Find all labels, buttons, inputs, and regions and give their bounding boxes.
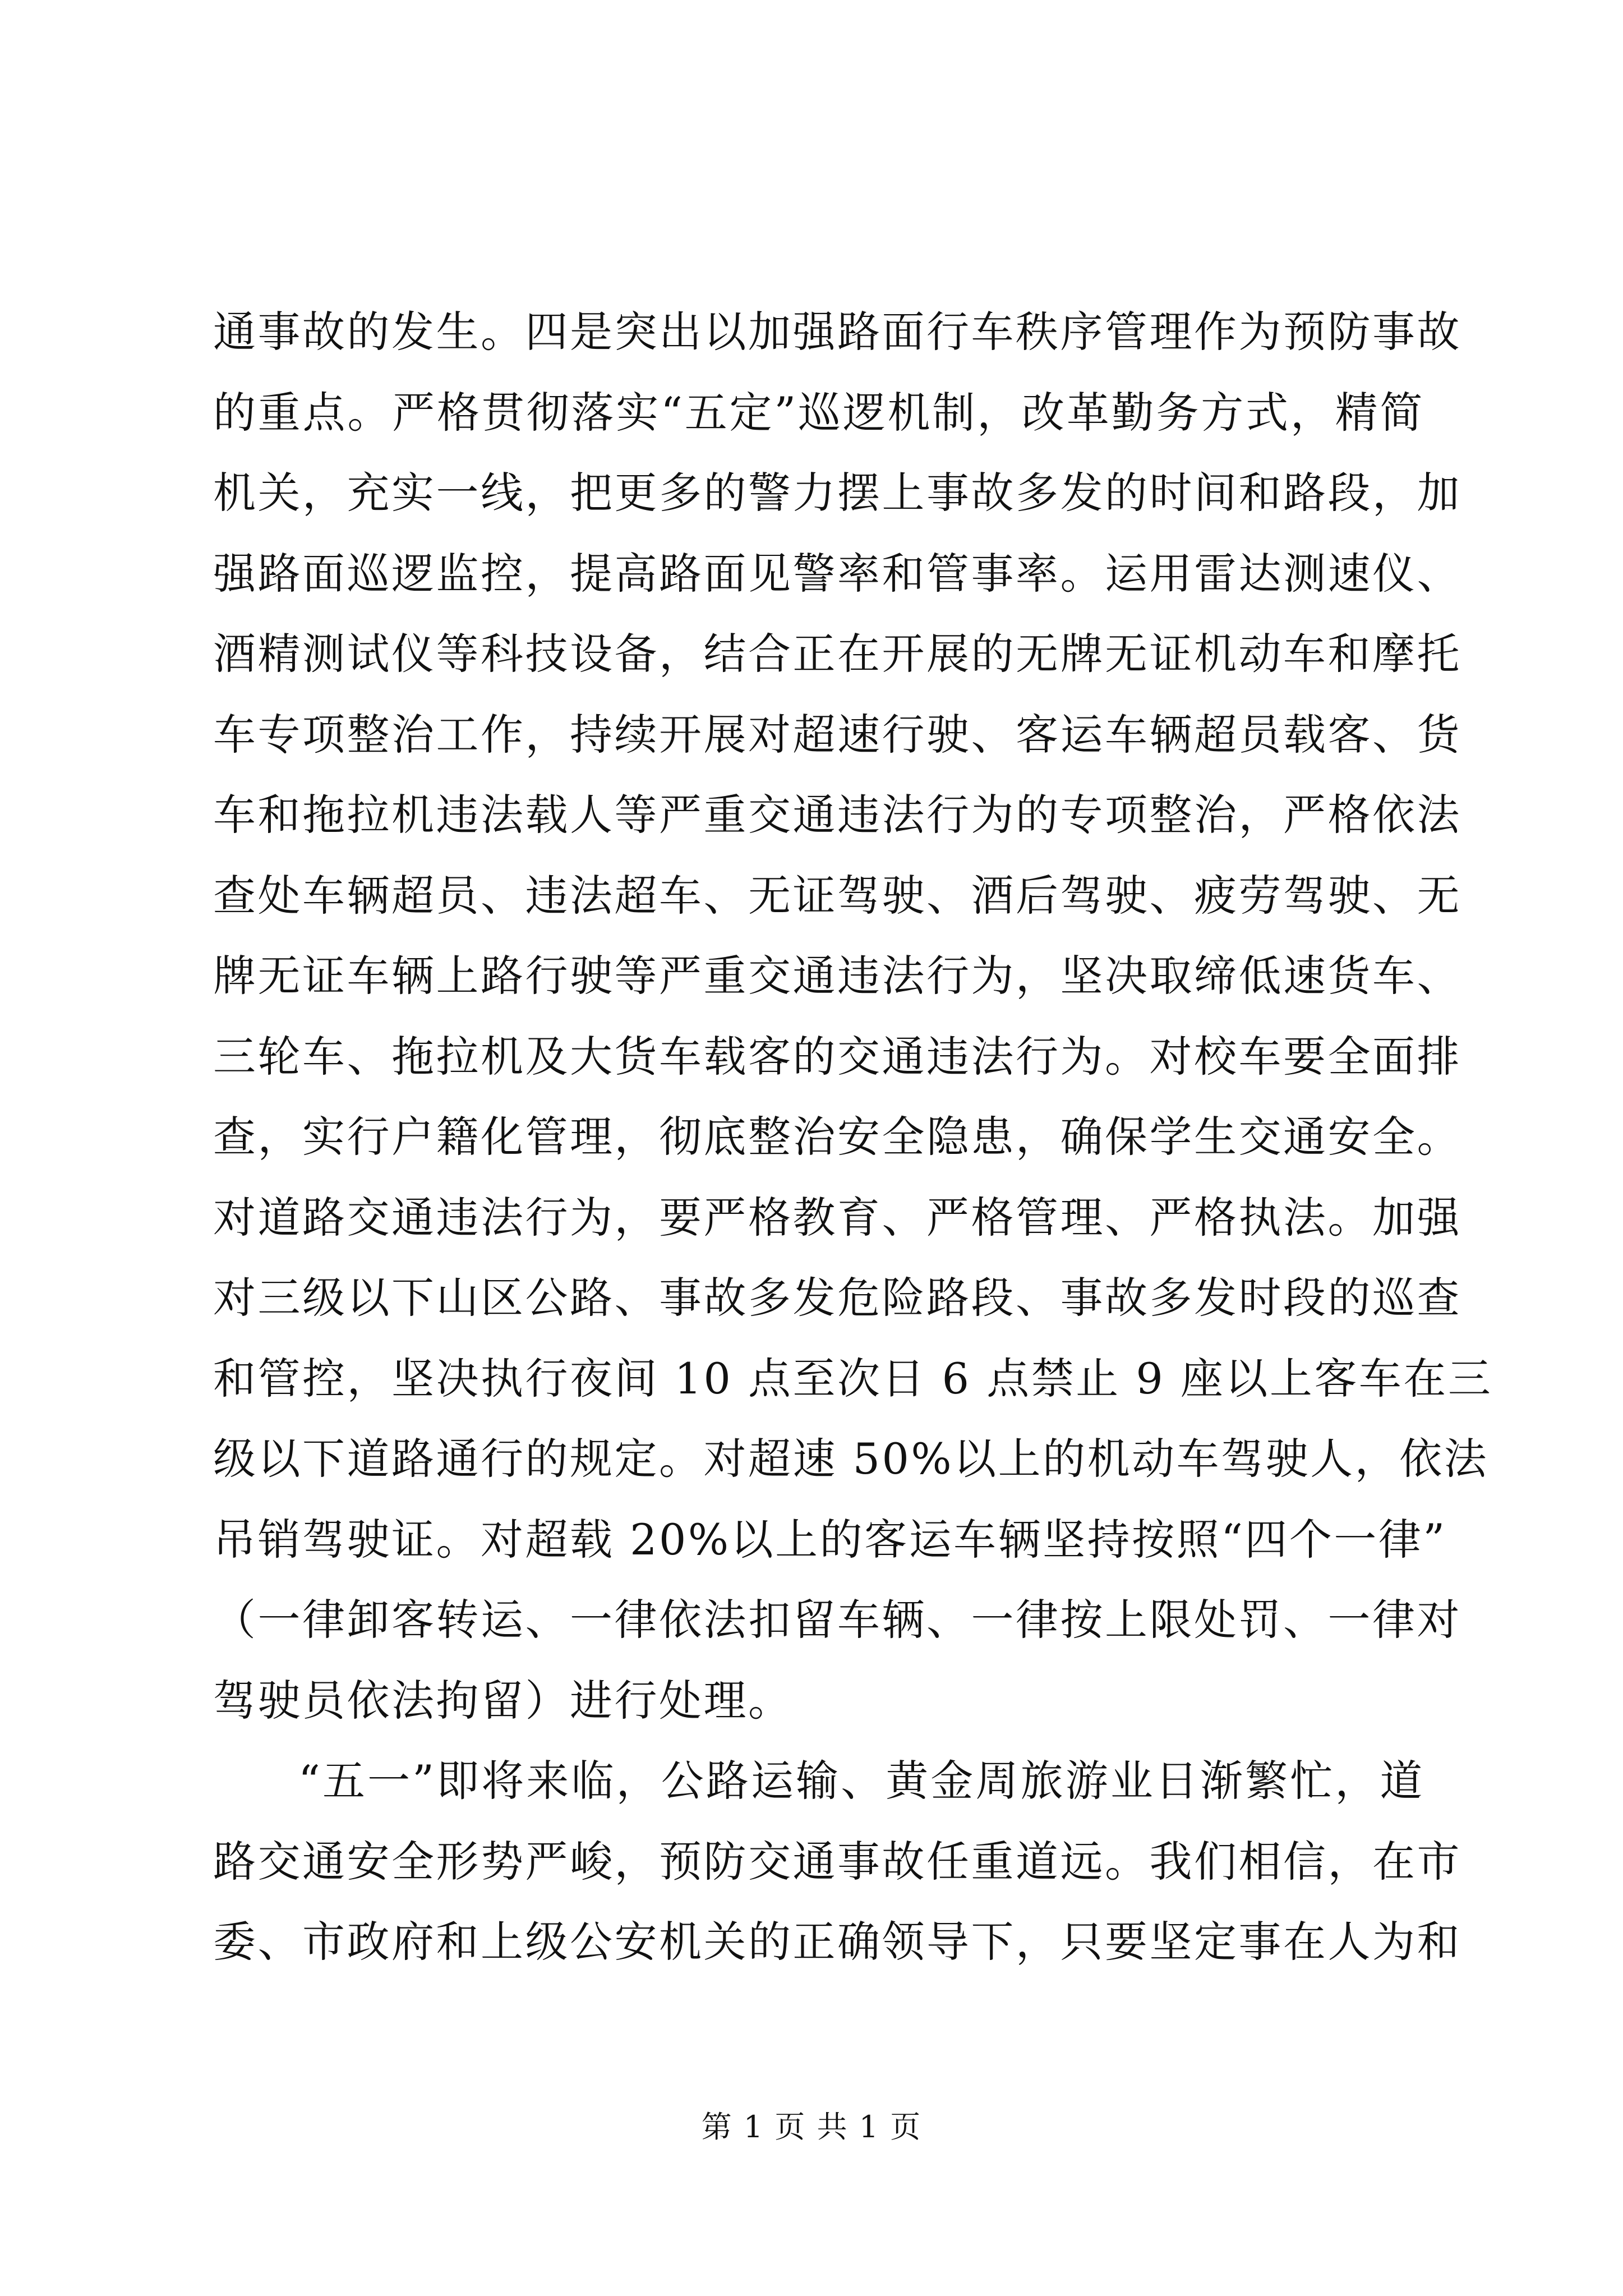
text-line: 车专项整治工作，持续开展对超速行驶、客运车辆超员载客、货	[213, 709, 1461, 760]
text-line: 查处车辆超员、违法超车、无证驾驶、酒后驾驶、疲劳驾驶、无	[213, 870, 1461, 921]
text-line: （一律卸客转运、一律依法扣留车辆、一律按上限处罚、一律对	[213, 1595, 1461, 1645]
text-line: 级以下道路通行的规定。对超速 50%以上的机动车驾驶人，依法	[213, 1434, 1489, 1484]
text-line: 委、市政府和上级公安机关的正确领导下，只要坚定事在人为和	[213, 1917, 1461, 1967]
page-number-footer: 第 1 页 共 1 页	[701, 2109, 922, 2145]
text-line: 对三级以下山区公路、事故多发危险路段、事故多发时段的巡查	[213, 1273, 1461, 1323]
text-line: 机关，充实一线，把更多的警力摆上事故多发的时间和路段，加	[213, 468, 1461, 518]
paragraph-first-line: “五一”即将来临，公路运输、黄金周旅游业日渐繁忙，道	[298, 1756, 1424, 1806]
text-line: 和管控，坚决执行夜间 10 点至次日 6 点禁止 9 座以上客车在三	[213, 1353, 1493, 1404]
text-line: 三轮车、拖拉机及大货车载客的交通违法行为。对校车要全面排	[213, 1031, 1461, 1082]
text-line: 路交通安全形势严峻，预防交通事故任重道远。我们相信，在市	[213, 1836, 1461, 1887]
text-line: 酒精测试仪等科技设备，结合正在开展的无牌无证机动车和摩托	[213, 629, 1461, 679]
body-text	[213, 292, 1493, 1982]
text-line: 强路面巡逻监控，提高路面见警率和管事率。运用雷达测速仪、	[213, 548, 1461, 599]
text-line: 通事故的发生。四是突出以加强路面行车秩序管理作为预防事故	[213, 307, 1461, 357]
text-line: 驾驶员依法拘留）进行处理。	[213, 1675, 793, 1726]
text-line: 的重点。严格贯彻落实“五定”巡逻机制，改革勤务方式，精简	[213, 387, 1424, 438]
text-line: 牌无证车辆上路行驶等严重交通违法行为，坚决取缔低速货车、	[213, 951, 1461, 1001]
text-line: 吊销驾驶证。对超载 20%以上的客运车辆坚持按照“四个一律”	[213, 1514, 1447, 1565]
text-line: 对道路交通违法行为，要严格教育、严格管理、严格执法。加强	[213, 1192, 1461, 1243]
text-line: 查，实行户籍化管理，彻底整治安全隐患，确保学生交通安全。	[213, 1112, 1461, 1162]
text-line: 车和拖拉机违法载人等严重交通违法行为的专项整治，严格依法	[213, 790, 1461, 840]
